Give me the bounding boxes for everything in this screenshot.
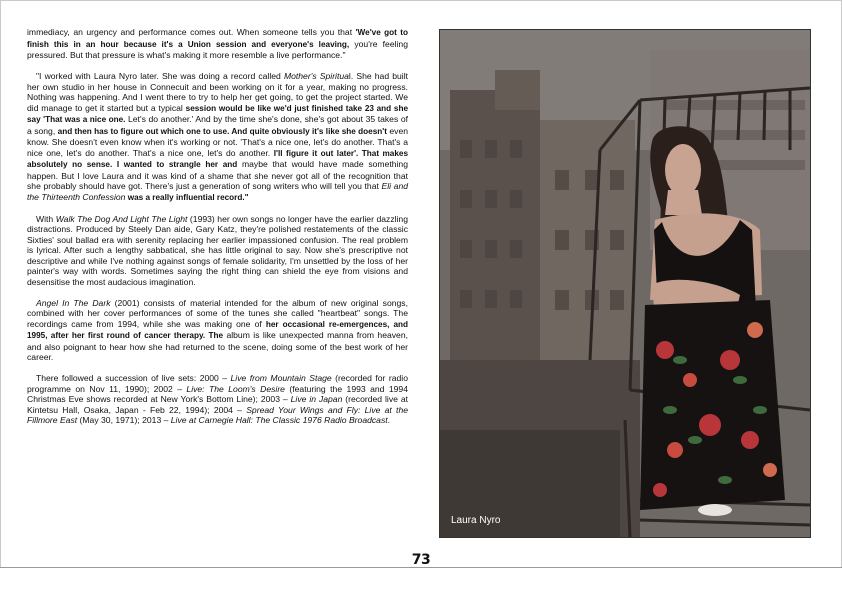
- text-run: (2001) consists of material intended for the album of new original songs, combined with her cover performances of some of the tunes she called "heartbeat" songs. The recordings came from 1994, while she was making one of: [27, 297, 408, 329]
- page-border-top: [0, 0, 842, 1]
- photo-illustration: [440, 30, 810, 537]
- text-run: (recorded for radio programme on Nov 11, 1990); 2002 –: [27, 373, 408, 394]
- page-number: 73: [411, 552, 431, 568]
- album-title: Live: The Loom's Desire: [186, 383, 285, 394]
- text-run: maybe that would have made something happen. But I love Laura and it was kind of a shame that she never got all of the recognition that she probably should have got. There's just a generation of song writers who will tell you that: [27, 159, 408, 191]
- text-run: immediacy, an urgency and performance comes out. When someone tells you that: [27, 27, 356, 37]
- photo-caption: Laura Nyro: [451, 515, 501, 526]
- album-title: Eli and the Thirteenth Confession: [27, 181, 409, 202]
- text-run: (May 30, 1971); 2013 –: [77, 415, 171, 425]
- paragraph-3: [27, 214, 408, 288]
- album-title: Angel In The Dark: [36, 297, 111, 308]
- paragraph-2: [27, 71, 408, 203]
- album-title: Live from Mountain Stage: [230, 373, 332, 383]
- text-run: 'We've got to finish this in an hour because it's a Union session and everyone's leaving,: [27, 28, 408, 49]
- album-title: Live at Carnegie Hall: The Classic 1976 Radio Broadcast: [170, 415, 388, 425]
- text-run: album is like unexpected manna from heaven, and also poignant to hear how she had returned to the scene, doing some of the best work of her career.: [27, 330, 408, 362]
- text-run: (1993) her own songs no longer have the earlier dazzling distractions. Produced by Steely Dan aide, Gary Katz, they're polished restatements of the classic Sixties' soul ballad era with serenity replacing her earlier impassioned confusion. The real problem is lyrical. After such a lengthy sabbatical, she has little original to say. Now she's prescriptive not descriptive and while I've nothing against songs of female solidarity, I'm unsettled by the loss of her painter's way with words. Sometimes saying the right thing can shield the eye from visions and desensitise the most audacious imagination.: [27, 213, 408, 287]
- text-run: (featuring the 1993 and 1994 Christmas Eve shows recorded at New York's Bottom Line); 2003 –: [27, 383, 408, 404]
- paragraph-4: [27, 298, 408, 363]
- text-run: There followed a succession of live sets: 2000 –: [36, 373, 231, 383]
- text-run: you're feeling pressured. But that pressure is what's making it more resemble a live performance.": [27, 38, 408, 60]
- text-run: even know. She doesn't even know when it's working or not. 'That's a nice one, let's do another. That's a nice one, let's do another. That's a nice one, let's do another.: [27, 125, 409, 158]
- album-title: Spread Your Wings and Fly: Live at the Fillmore East: [27, 404, 409, 425]
- laura-nyro-photo: [439, 29, 811, 538]
- text-run: her occasional re-emergences, and 1995, after her first round of cancer therapy. The: [27, 319, 408, 340]
- album-title: Live in Japan: [290, 394, 343, 404]
- text-run: "I worked with Laura Nyro later. She was doing a record called: [36, 71, 284, 81]
- paragraph-1: [27, 27, 408, 61]
- page-border-left: [0, 0, 1, 567]
- text-run: Let's do another.' And by the time she's done, she's got about 35 takes of a song,: [27, 114, 408, 136]
- paragraph-5: [27, 373, 408, 426]
- text-run: (recorded live at Kintetsu Hall, Osaka, Japan - Feb 22, 1994); 2004 –: [27, 394, 408, 415]
- album-title: Walk The Dog And Light The Light: [55, 213, 188, 224]
- text-run: With: [36, 213, 56, 224]
- text-run: I'll figure it out later'. That makes absolutely no sense. I wanted to strangle her and: [27, 148, 409, 169]
- text-run: and then has to figure out which one to use. And quite obviously it's like she doesn't: [57, 126, 387, 136]
- text-run: session would be like we'd just finished take 23 and she say 'That was a nice one.: [27, 103, 408, 124]
- text-run: l. She had built her own studio in her house in Connecuit and been working on it for a year, making no progress. Nothing was happening. And I went there to try to help her get going, to get the project started. We did manage to get it started but a typical: [27, 71, 408, 113]
- article-text-column: [27, 27, 408, 436]
- album-title: Mother's Spiritua: [283, 71, 349, 81]
- text-run: .: [387, 415, 391, 425]
- text-run: was a really influential record.": [125, 192, 249, 202]
